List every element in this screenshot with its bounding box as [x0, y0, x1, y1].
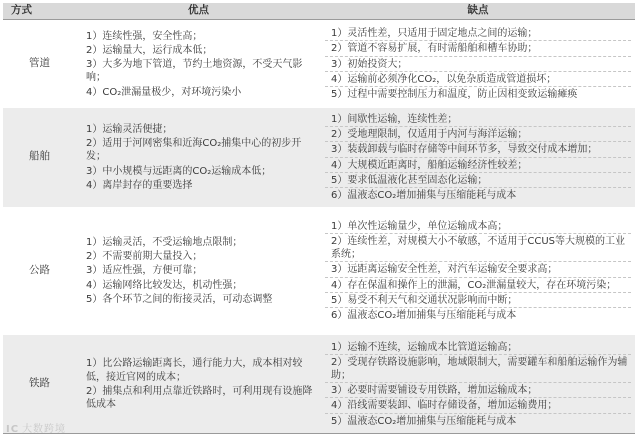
disadvantage-item: 2）受地理限制，仅适用于内河与海洋运输； — [325, 127, 631, 142]
advantage-item: 1）连续性强，安全性高； — [86, 30, 203, 42]
table-row — [3, 335, 635, 434]
disadvantage-item: 5）过程中需要控制压力和温度，防止因相变致运输瘫痪 — [331, 89, 578, 101]
comparison-table — [3, 3, 635, 434]
disadvantage-item: 2）连续性差，对规模大小不敏感，不适用于CCUS等大规模的工业系统； — [325, 234, 631, 262]
advantage-item: 3）中小规模与远距离的CO₂运输成本低； — [86, 165, 272, 177]
disadvantage-item: 1）灵活性差，只适用于固定地点之间的运输； — [325, 26, 631, 41]
advantage-item: 2）不需要前期大量投入； — [86, 251, 203, 263]
advantage-item: 5）各个环节之间的衔接灵活，可动态调整 — [86, 293, 273, 305]
watermark-text: 大数跨境 — [22, 424, 67, 435]
disadvantage-item: 5）温液态CO₂增加捕集与压缩能耗与成本 — [331, 415, 517, 427]
header-disadvantages: 缺点 — [321, 3, 635, 20]
disadvantage-item: 5）要求低温液化甚至固态化运输； — [325, 173, 631, 188]
advantage-item: 4）CO₂泄漏量极少，对环境污染小 — [86, 86, 242, 98]
header-mode: 方式 — [3, 3, 76, 20]
advantage-item: 2）捕集点和利用点靠近铁路时，可利用现有设施降低成本 — [86, 385, 313, 410]
disadvantage-item: 4）存在保温和操作上的泄漏，CO₂泄漏量较大，存在环境污染； — [325, 278, 631, 293]
disadvantages-cell — [321, 108, 635, 207]
table-row — [3, 207, 635, 335]
advantages-cell — [76, 335, 321, 434]
advantages-cell — [76, 207, 321, 335]
advantage-item: 3）大多为地下管道，节约土地资源，不受天气影响； — [86, 59, 303, 84]
disadvantage-item: 1）间歇性运输，连续性差； — [325, 112, 631, 127]
disadvantage-item: 6）温液态CO₂增加捕集与压缩能耗与成本 — [331, 189, 517, 201]
disadvantage-item: 3）装载卸载与临时存储等中间环节多，导致交付成本增加； — [325, 142, 631, 157]
mode-cell: 铁路 — [3, 335, 76, 434]
disadvantage-item: 4）大规模近距离时，船舶运输经济性较差； — [325, 158, 631, 173]
advantage-item: 2）适用于河网密集和近海CO₂捕集中心的初步开发； — [86, 138, 302, 163]
advantage-item: 1）比公路运输距离长，通行能力大，成本相对较低，接近官网的成本； — [86, 358, 303, 383]
mode-cell: 管道 — [29, 57, 50, 70]
watermark-logo: IC — [6, 424, 20, 435]
watermark — [6, 420, 66, 435]
header-row — [3, 3, 635, 20]
mode-cell: 船舶 — [3, 108, 76, 207]
disadvantage-item: 4）运输前必须净化CO₂，以免杂质造成管道损坏； — [325, 72, 631, 87]
table-row — [3, 108, 635, 207]
advantage-item: 3）适应性强，方便可靠； — [86, 265, 203, 277]
table-row — [3, 20, 635, 108]
disadvantages-cell — [321, 207, 635, 335]
disadvantage-item: 2）管道不容易扩展，有时需船舶和槽车协助； — [325, 41, 631, 56]
disadvantage-item: 6）温液态CO₂增加捕集与压缩能耗与成本 — [331, 310, 517, 321]
disadvantage-item: 4）沿线需要装卸、临时存储设备，增加运输费用； — [325, 398, 631, 413]
disadvantage-item: 3）初始投资大； — [325, 57, 631, 72]
disadvantage-item: 5）易受不利天气和交通状况影响而中断； — [325, 293, 631, 308]
disadvantage-item: 1）运输不连续，运输成本比管道运输高； — [325, 340, 631, 355]
disadvantage-item: 2）受现存铁路设施影响，地域限制大，需要罐车和船舶运输作为辅助； — [325, 355, 631, 383]
advantage-item: 2）运输量大，运行成本低； — [86, 44, 213, 56]
advantage-item: 4）运输网络比较发达，机动性强； — [86, 279, 243, 291]
disadvantage-item: 3）远距离运输安全性差，对汽车运输安全要求高； — [325, 262, 631, 277]
disadvantage-item: 1）单次性运输量少，单位运输成本高； — [325, 219, 631, 234]
disadvantages-cell — [321, 335, 635, 434]
header-advantages: 优点 — [76, 3, 321, 20]
advantage-item: 1）运输灵活，不受运输地点限制； — [86, 236, 243, 248]
disadvantage-item: 3）必要时需要铺设专用铁路，增加运输成本； — [325, 383, 631, 398]
mode-cell: 公路 — [29, 263, 50, 276]
disadvantages-cell — [321, 20, 635, 108]
advantages-cell — [76, 108, 321, 207]
advantage-item: 4）离岸封存的重要选择 — [86, 179, 193, 191]
advantage-item: 1）运输灵活便捷； — [86, 123, 173, 135]
advantages-cell — [76, 20, 321, 108]
